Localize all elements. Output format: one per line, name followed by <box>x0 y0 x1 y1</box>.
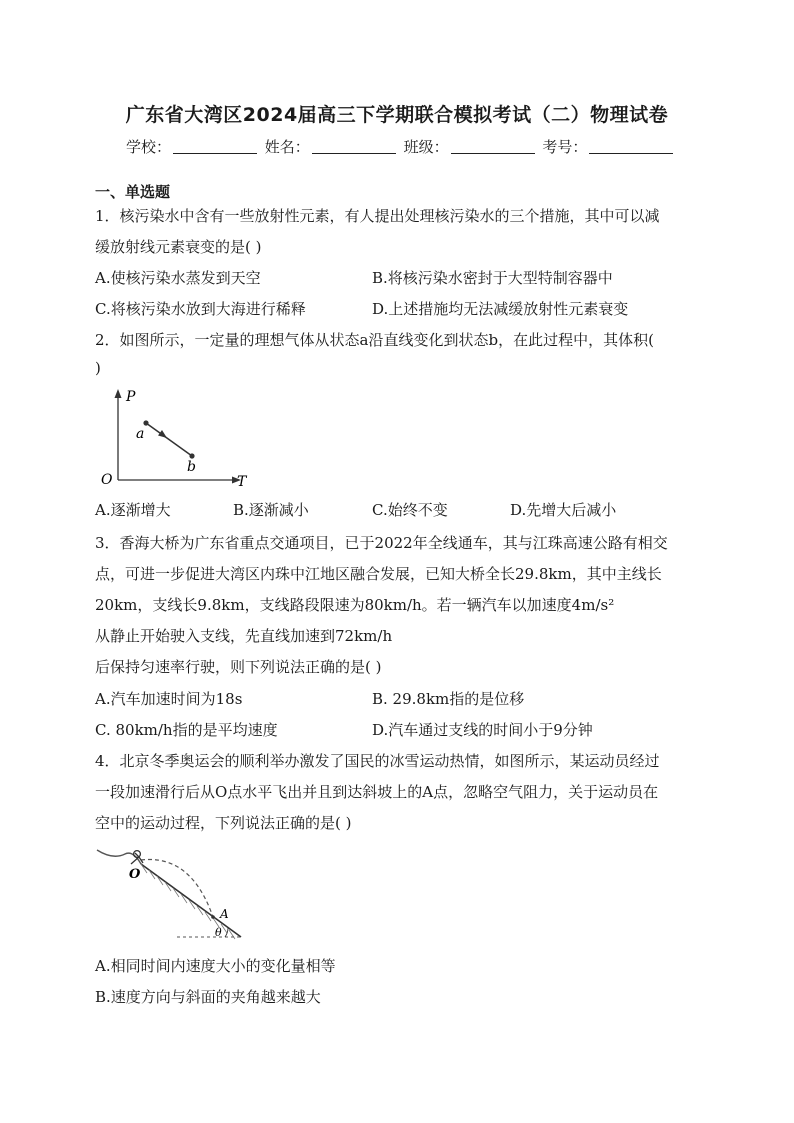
class-blank <box>451 139 535 154</box>
slope-line <box>141 864 241 937</box>
q4-line-1: 4．北京冬季奥运会的顺利举办激发了国民的冰雪运动热情，如图所示，某运动员经过 <box>95 752 660 770</box>
section-heading: 一、单选题 <box>95 183 171 201</box>
state-a-label: a <box>136 426 145 442</box>
q4-line-3: 空中的运动过程，下列说法正确的是( ) <box>95 814 352 832</box>
q3-option-d: D.汽车通过支线的时间小于9分钟 <box>372 721 593 739</box>
q2-option-b: B.逐渐减小 <box>233 501 309 519</box>
state-a-point <box>143 420 148 425</box>
ski-jump-figure <box>95 840 255 945</box>
skier-head <box>134 851 141 858</box>
page-title: 广东省大湾区2024届高三下学期联合模拟考试（二）物理试卷 <box>125 104 669 126</box>
q4-option-b: B.速度方向与斜面的夹角越来越大 <box>95 988 321 1006</box>
school-blank <box>173 139 257 154</box>
q4-option-a: A.相同时间内速度大小的变化量相等 <box>95 957 336 975</box>
id-label: 考号： <box>542 138 588 156</box>
state-b-point <box>189 453 194 458</box>
q3-line-4: 从静止开始驶入支线，先直线加速到72km/h <box>95 627 393 645</box>
q4-line-2: 一段加速滑行后从O点水平飞出并且到达斜坡上的A点，忽略空气阻力，关于运动员在 <box>95 783 659 801</box>
p-axis-label: P <box>126 389 136 405</box>
q3-option-a: A.汽车加速时间为18s <box>95 690 243 708</box>
q3-line-5: 后保持匀速率行驶，则下列说法正确的是( ) <box>95 658 382 676</box>
school-label: 学校： <box>126 138 172 156</box>
q3-option-b: B. 29.8km指的是位移 <box>372 690 525 708</box>
state-b-label: b <box>187 459 196 475</box>
process-line <box>146 423 192 456</box>
angle-theta-label: θ <box>215 926 222 939</box>
q2-line-1: 2．如图所示，一定量的理想气体从状态a沿直线变化到状态b，在此过程中，其体积( <box>95 331 654 349</box>
process-arrow <box>158 430 167 438</box>
q2-option-a: A.逐渐增大 <box>95 501 171 519</box>
p-axis-arrow <box>115 389 122 398</box>
q1-option-b: B.将核污染水密封于大型特制容器中 <box>372 269 613 287</box>
q3-line-1: 3．香海大桥为广东省重点交通项目，已于2022年全线通车，其与江珠高速公路有相交 <box>95 534 668 552</box>
q2-option-c: C.始终不变 <box>372 501 448 519</box>
point-o-label: O <box>129 867 141 882</box>
q2-line-2: ) <box>95 359 101 377</box>
point-a-label: A <box>220 907 229 921</box>
q1-line-2: 缓放射线元素衰变的是( ) <box>95 238 262 256</box>
q1-option-d: D.上述措施均无法减缓放射性元素衰变 <box>372 300 629 318</box>
t-axis-label: T <box>237 474 247 490</box>
q1-option-a: A.使核污染水蒸发到天空 <box>95 269 261 287</box>
q1-line-1: 1．核污染水中含有一些放射性元素，有人提出处理核污染水的三个措施，其中可以减 <box>95 207 660 225</box>
student-info-row <box>126 136 676 157</box>
class-label: 班级： <box>403 138 449 156</box>
q3-line-2: 点，可进一步促进大湾区内珠中江地区融合发展，已知大桥全长29.8km，其中主线长 <box>95 565 662 583</box>
q1-option-c: C.将核污染水放到大海进行稀释 <box>95 300 306 318</box>
id-blank <box>589 139 673 154</box>
origin-label: O <box>101 472 113 488</box>
name-label: 姓名： <box>264 138 310 156</box>
point-a-dot <box>211 915 215 919</box>
name-blank <box>312 139 396 154</box>
q2-option-d: D.先增大后减小 <box>510 501 617 519</box>
q3-line-3: 20km，支线长9.8km，支线路段限速为80km/h。若一辆汽车以加速度4m/s² <box>95 596 615 614</box>
pt-graph-figure <box>95 385 255 490</box>
q3-option-c: C. 80km/h指的是平均速度 <box>95 721 278 739</box>
